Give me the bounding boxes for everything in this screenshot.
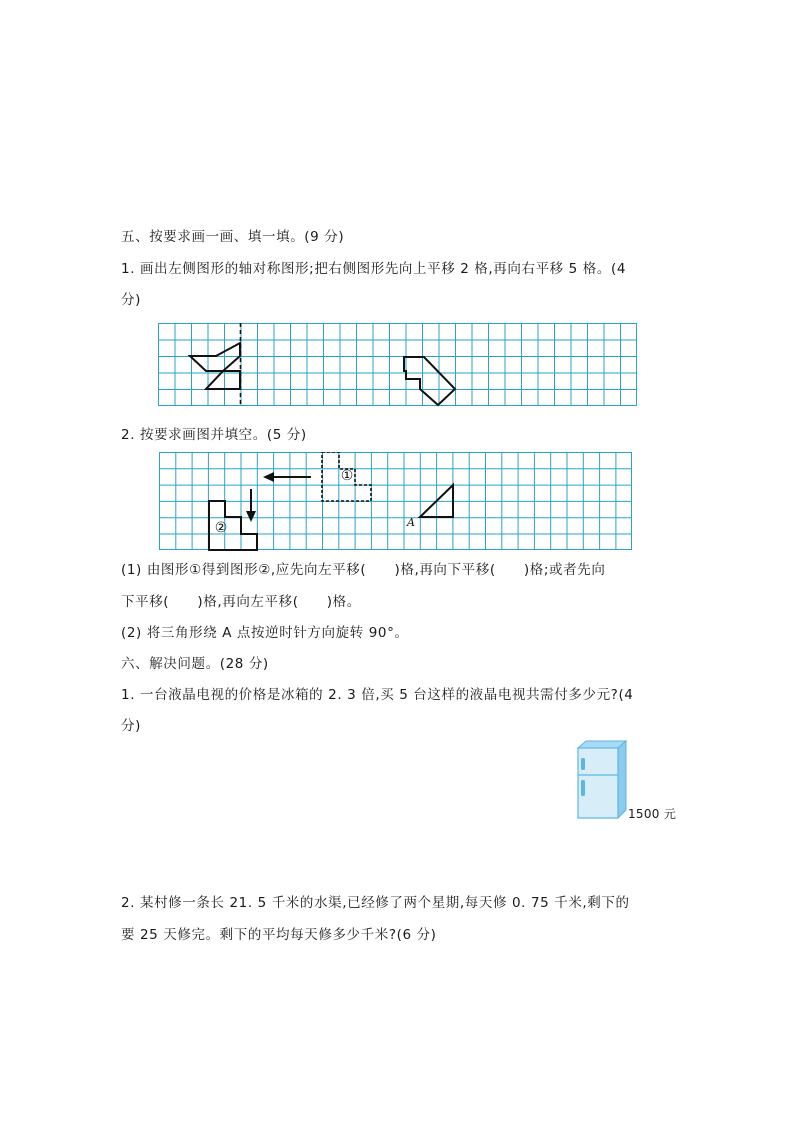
q1-text-line1: 1. 画出左侧图形的轴对称图形;把右侧图形先向上平移 2 格,再向右平移 5 格。(4 — [121, 261, 627, 277]
q2-sub1-line1: (1) 由图形①得到图形②,应先向左平移( )格,再向下平移( )格;或者先向 — [121, 562, 606, 578]
figure-2-label: ② — [214, 520, 228, 536]
refrigerator-icon — [574, 740, 630, 820]
q2-sub2: (2) 将三角形绕 A 点按逆时针方向旋转 90°。 — [121, 625, 409, 641]
arrow-down-head — [246, 511, 256, 522]
q2-sub1-line2: 下平移( )格,再向左平移( )格。 — [121, 594, 361, 610]
figure-1-label: ① — [340, 468, 354, 484]
point-A-label: A — [407, 516, 415, 529]
grid-figure-1 — [158, 323, 638, 407]
s6-q1-line1: 1. 一台液晶电视的价格是冰箱的 2. 3 倍,买 5 台这样的液晶电视共需付多少元?(4 — [121, 687, 634, 703]
q2-title: 2. 按要求画图并填空。(5 分) — [121, 427, 307, 443]
s6-q1-line2: 分) — [121, 718, 141, 734]
s6-q2-line1: 2. 某村修一条长 21. 5 千米的水渠,已经修了两个星期,每天修 0. 75 千米,剩下的 — [121, 895, 630, 911]
grid-figure-2 — [159, 452, 633, 551]
arrow-left-head — [263, 472, 274, 482]
s6-q2-line2: 要 25 天修完。剩下的平均每天修多少千米?(6 分) — [121, 927, 437, 943]
section5-heading: 五、按要求画一画、填一填。(9 分) — [121, 229, 345, 245]
q1-text-line2: 分) — [121, 292, 141, 308]
grid-lines — [159, 452, 632, 550]
section6-heading: 六、解决问题。(28 分) — [121, 656, 269, 672]
fridge-price: 1500 元 — [628, 807, 677, 821]
right-figure — [404, 357, 455, 405]
left-figure — [190, 343, 240, 389]
